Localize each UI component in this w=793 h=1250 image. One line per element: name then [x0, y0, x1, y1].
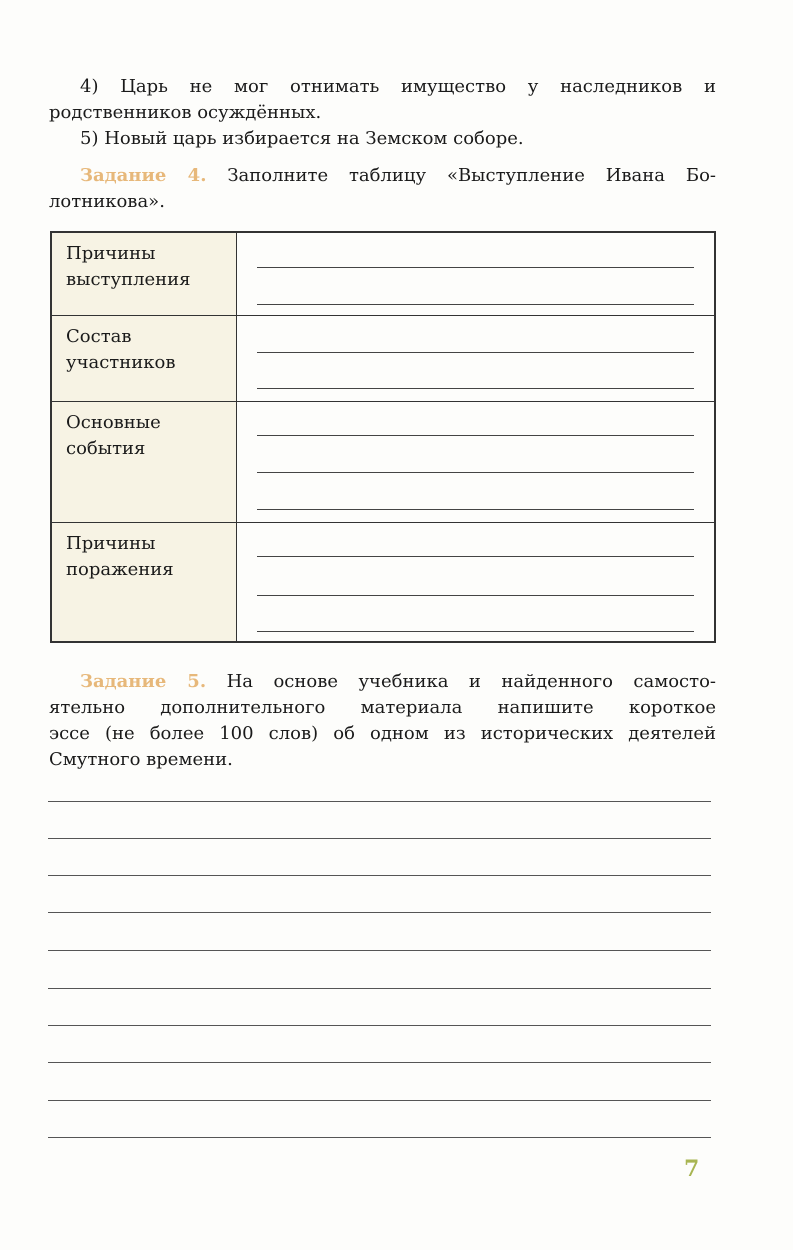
task-5-text-line-4: Смутного времени. — [49, 749, 233, 770]
row-label-line-1: Состав — [66, 326, 132, 347]
row-label-line-2: поражения — [66, 559, 174, 580]
row-label — [52, 402, 237, 522]
row-label — [52, 523, 237, 641]
essay-line — [48, 875, 711, 876]
essay-line — [48, 838, 711, 839]
essay-line — [48, 1062, 711, 1063]
answer-cell[interactable] — [237, 233, 714, 315]
item-5: 5) Новый царь избирается на Земском соборе. — [80, 128, 524, 149]
task-5-text-line-1: На основе учебника и найденного самосто- — [206, 671, 716, 692]
essay-line — [48, 1137, 711, 1138]
row-label-line-2: участников — [66, 352, 176, 373]
bolotnikov-table — [50, 231, 716, 643]
row-label — [52, 316, 237, 401]
table-row — [52, 523, 714, 641]
table-row — [52, 402, 714, 523]
row-label-line-1: Основные — [66, 412, 161, 433]
answer-line — [257, 509, 694, 510]
row-label-line-1: Причины — [66, 243, 156, 264]
answer-line — [257, 595, 694, 596]
task-5-label: Задание 5. — [80, 671, 207, 692]
answer-line — [257, 472, 694, 473]
item-4-line-1: 4) Царь не мог отнимать имущество у наследников и — [80, 76, 716, 97]
task-4-label: Задание 4. — [80, 165, 207, 186]
answer-cell[interactable] — [237, 523, 714, 641]
essay-line — [48, 912, 711, 913]
answer-line — [257, 304, 694, 305]
page-number: 7 — [684, 1156, 700, 1182]
answer-line — [257, 267, 694, 268]
task-4-text-line-1: Заполните таблицу «Выступление Ивана Бо- — [206, 165, 716, 186]
essay-line — [48, 1025, 711, 1026]
answer-line — [257, 631, 694, 632]
essay-line — [48, 801, 711, 802]
task-5-text-line-3: эссе (не более 100 слов) об одном из исторических деятелей — [49, 723, 716, 744]
answer-line — [257, 435, 694, 436]
task-4-text-line-2: лотникова». — [49, 191, 165, 212]
item-4-line-2: родственников осуждённых. — [49, 102, 322, 123]
essay-line — [48, 1100, 711, 1101]
table-row — [52, 233, 714, 316]
row-label-line-2: события — [66, 438, 146, 459]
essay-line — [48, 950, 711, 951]
answer-line — [257, 556, 694, 557]
answer-line — [257, 352, 694, 353]
task-5-heading — [80, 669, 716, 695]
answer-line — [257, 388, 694, 389]
answer-cell[interactable] — [237, 402, 714, 522]
row-label-line-2: выступления — [66, 269, 191, 290]
task-4-heading — [80, 163, 716, 189]
row-label — [52, 233, 237, 315]
task-5-text-line-2: ятельно дополнительного материала напишите короткое — [49, 697, 716, 718]
table-row — [52, 316, 714, 402]
row-label-line-1: Причины — [66, 533, 156, 554]
essay-line — [48, 988, 711, 989]
answer-cell[interactable] — [237, 316, 714, 401]
